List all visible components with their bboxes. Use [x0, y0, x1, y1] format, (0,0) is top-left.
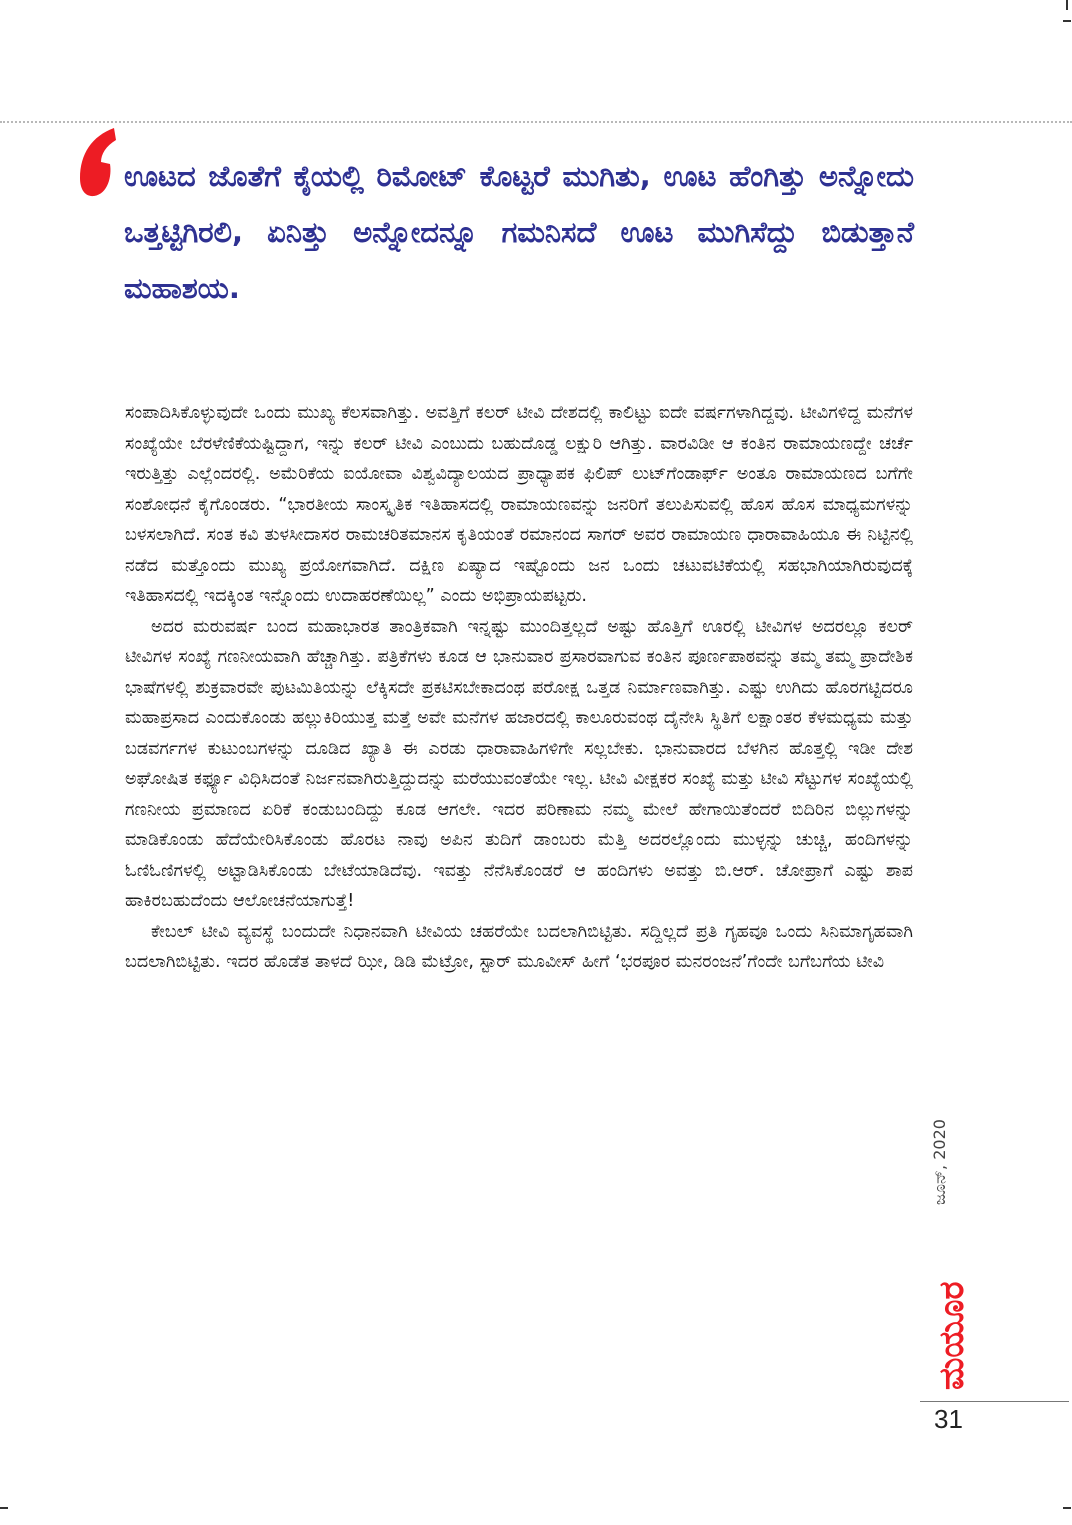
- body-paragraph: ಕೇಬಲ್ ಟೀವಿ ವ್ಯವಸ್ಥೆ ಬಂದುದೇ ನಿಧಾನವಾಗಿ ಟೀವಿಯ ಚಹರೆಯೇ ಬದಲಾಗಿಬಿಟ್ಟಿತು. ಸದ್ದಿಲ್ಲದೆ ಪ್ರತಿ ಗೃಹವೂ ಒಂದು ಸಿನಿಮಾಗೃಹವಾಗಿ ಬದಲಾಗಿಬಿಟ್ಟಿತು. ಇದರ ಹೊಡೆತ ತಾಳದೆ ಝೀ, ಡಿಡಿ ಮೆಟ್ರೋ, ಸ್ಟಾರ್ ಮೂವೀಸ್ ಹೀಗೆ ‘ಭರಪೂರ ಮನರಂಜನೆ’ಗೆಂದೇ ಬಗೆಬಗೆಯ ಟೀವಿ: [125, 921, 913, 972]
- crop-mark: [1063, 20, 1071, 22]
- pull-quote: ಊಟದ ಜೊತೆಗೆ ಕೈಯಲ್ಲಿ ರಿಮೋಟ್ ಕೊಟ್ಟರೆ ಮುಗಿತು, ಊಟ ಹೆಂಗಿತ್ತು ಅನ್ನೋದು ಒತ್ತಟ್ಟಿಗಿರಲಿ, ಏನಿತ್ತು ಅನ್ನೋದನ್ನೂ ಗಮನಿಸದೆ ಊಟ ಮುಗಿಸೆದ್ದು ಬಿಡುತ್ತಾನೆ ಮಹಾಶಯ.: [124, 159, 914, 305]
- crop-mark: [1063, 1507, 1071, 1509]
- body-paragraph: ಅದರ ಮರುವರ್ಷ ಬಂದ ಮಹಾಭಾರತ ತಾಂತ್ರಿಕವಾಗಿ ಇನ್ನಷ್ಟು ಮುಂದಿತ್ತಲ್ಲದೆ ಅಷ್ಟು ಹೊತ್ತಿಗೆ ಊರಲ್ಲಿ ಟೀವಿಗಳ ಅದರಲ್ಲೂ ಕಲರ್ ಟೀವಿಗಳ ಸಂಖ್ಯೆ ಗಣನೀಯವಾಗಿ ಹೆಚ್ಚಾಗಿತ್ತು. ಪತ್ರಿಕೆಗಳು ಕೂಡ ಆ ಭಾನುವಾರ ಪ್ರಸಾರವಾಗುವ ಕಂತಿನ ಪೂರ್ಣಪಾಠವನ್ನು ತಮ್ಮ ತಮ್ಮ ಪ್ರಾದೇಶಿಕ ಭಾಷೆಗಳಲ್ಲಿ ಶುಕ್ರವಾರವೇ ಪುಟಮಿತಿಯನ್ನು ಲೆಕ್ಕಿಸದೇ ಪ್ರಕಟಿಸಬೇಕಾದಂಥ ಪರೋಕ್ಷ ಒತ್ತಡ ನಿರ್ಮಾಣವಾಗಿತ್ತು. ಎಷ್ಟು ಉಗಿದು ಹೊರಗಟ್ಟಿದರೂ ಮಹಾಪ್ರಸಾದ ಎಂದುಕೊಂಡು ಹಲ್ಲುಕಿರಿಯುತ್ತ ಮತ್ತೆ ಅವೇ ಮನೆಗಳ ಹಜಾರದಲ್ಲಿ ಕಾಲೂರುವಂಥ ದೈನೇಸಿ ಸ್ಥಿತಿಗೆ ಲಕ್ಷಾಂತರ ಕೆಳಮಧ್ಯಮ ಮತ್ತು ಬಡವರ್ಗಗಳ ಕುಟುಂಬಗಳನ್ನು ದೂಡಿದ ಖ್ಯಾತಿ ಈ ಎರಡು ಧಾರಾವಾಹಿಗಳಿಗೇ ಸಲ್ಲಬೇಕು. ಭಾನುವಾರದ ಬೆಳಗಿನ ಹೊತ್ತಲ್ಲಿ ಇಡೀ ದೇಶ ಅಘೋಷಿತ ಕರ್ಫ್ಯೂ ವಿಧಿಸಿದಂತೆ ನಿರ್ಜನವಾಗಿರುತ್ತಿದ್ದುದನ್ನು ಮರೆಯುವಂತೆಯೇ ಇಲ್ಲ. ಟೀವಿ ವೀಕ್ಷಕರ ಸಂಖ್ಯೆ ಮತ್ತು ಟೀವಿ ಸೆಟ್ಟುಗಳ ಸಂಖ್ಯೆಯಲ್ಲಿ ಗಣನೀಯ ಪ್ರಮಾಣದ ಏರಿಕೆ ಕಂಡುಬಂದಿದ್ದು ಕೂಡ ಆಗಲೇ. ಇದರ ಪರಿಣಾಮ ನಮ್ಮ ಮೇಲೆ ಹೇಗಾಯಿತೆಂದರೆ ಬಿದಿರಿನ ಬಿಲ್ಲುಗಳನ್ನು ಮಾಡಿಕೊಂಡು ಹೆದೆಯೇರಿಸಿಕೊಂಡು ಹೊರಟ ನಾವು ಅಪಿನ ತುದಿಗೆ ಡಾಂಬರು ಮೆತ್ತಿ ಅದರಲ್ಲೊಂದು ಮುಳ್ಳನ್ನು ಚುಚ್ಚಿ, ಹಂದಿಗಳನ್ನು ಓಣಿಓಣಿಗಳಲ್ಲಿ ಅಟ್ಟಾಡಿಸಿಕೊಂಡು ಬೇಟೆಯಾಡಿದೆವು. ಇವತ್ತು ನೆನೆಸಿಕೊಂಡರೆ ಆ ಹಂದಿಗಳು ಅವತ್ತು ಬಿ.ಆರ್. ಚೋಪ್ರಾಗೆ ಎಷ್ಟು ಶಾಪ ಹಾಕಿರಬಹುದೆಂದು ಆಲೋಚನೆಯಾಗುತ್ತೆ!: [125, 616, 913, 911]
- page-number: 31: [934, 1404, 963, 1434]
- article-body: [125, 398, 913, 978]
- footer-rule: [920, 1401, 1069, 1402]
- body-paragraph: ಸಂಪಾದಿಸಿಕೊಳ್ಳುವುದೇ ಒಂದು ಮುಖ್ಯ ಕೆಲಸವಾಗಿತ್ತು. ಅವತ್ತಿಗೆ ಕಲರ್ ಟೀವಿ ದೇಶದಲ್ಲಿ ಕಾಲಿಟ್ಟು ಐದೇ ವರ್ಷಗಳಾಗಿದ್ದವು. ಟೀವಿಗಳಿದ್ದ ಮನೆಗಳ ಸಂಖ್ಯೆಯೇ ಬೆರಳೆಣಿಕೆಯಷ್ಟಿದ್ದಾಗ, ಇನ್ನು ಕಲರ್ ಟೀವಿ ಎಂಬುದು ಬಹುದೊಡ್ಡ ಲಕ್ಷುರಿ ಆಗಿತ್ತು. ವಾರವಿಡೀ ಆ ಕಂತಿನ ರಾಮಾಯಣದ್ದೇ ಚರ್ಚೆ ಇರುತ್ತಿತ್ತು ಎಲ್ಲೆಂದರಲ್ಲಿ. ಅಮೆರಿಕೆಯ ಐಯೋವಾ ವಿಶ್ವವಿದ್ಯಾಲಯದ ಪ್ರಾಧ್ಯಾಪಕ ಫಿಲಿಪ್ ಲುಟ್‌ಗೆಂಡಾರ್ಫ್ ಅಂತೂ ರಾಮಾಯಣದ ಬಗೆಗೇ ಸಂಶೋಧನೆ ಕೈಗೊಂಡರು. “ಭಾರತೀಯ ಸಾಂಸ್ಕೃತಿಕ ಇತಿಹಾಸದಲ್ಲಿ ರಾಮಾಯಣವನ್ನು ಜನರಿಗೆ ತಲುಪಿಸುವಲ್ಲಿ ಹೊಸ ಹೊಸ ಮಾಧ್ಯಮಗಳನ್ನು ಬಳಸಲಾಗಿದೆ. ಸಂತ ಕವಿ ತುಳಸೀದಾಸರ ರಾಮಚರಿತಮಾನಸ ಕೃತಿಯಂತೆ ರಮಾನಂದ ಸಾಗರ್ ಅವರ ರಾಮಾಯಣ ಧಾರಾವಾಹಿಯೂ ಈ ನಿಟ್ಟಿನಲ್ಲಿ ನಡೆದ ಮತ್ತೊಂದು ಮುಖ್ಯ ಪ್ರಯೋಗವಾಗಿದೆ. ದಕ್ಷಿಣ ಏಷ್ಯಾದ ಇಷ್ಟೊಂದು ಜನ ಒಂದು ಚಟುವಟಿಕೆಯಲ್ಲಿ ಸಹಭಾಗಿಯಾಗಿರುವುದಕ್ಕೆ ಇತಿಹಾಸದಲ್ಲಿ ಇದಕ್ಕಿಂತ ಇನ್ನೊಂದು ಉದಾಹರಣೆಯಿಲ್ಲ” ಎಂದು ಅಭಿಪ್ರಾಯಪಟ್ಟರು.: [125, 403, 913, 606]
- issue-dateline: ಜೂನ್, 2020: [930, 1119, 949, 1205]
- dotted-divider: [0, 121, 1072, 123]
- magazine-logo: ಮಯೂರ: [932, 1281, 972, 1390]
- crop-mark: [1066, 0, 1068, 10]
- crop-mark: [0, 1507, 8, 1509]
- quote-mark-icon: [80, 128, 118, 198]
